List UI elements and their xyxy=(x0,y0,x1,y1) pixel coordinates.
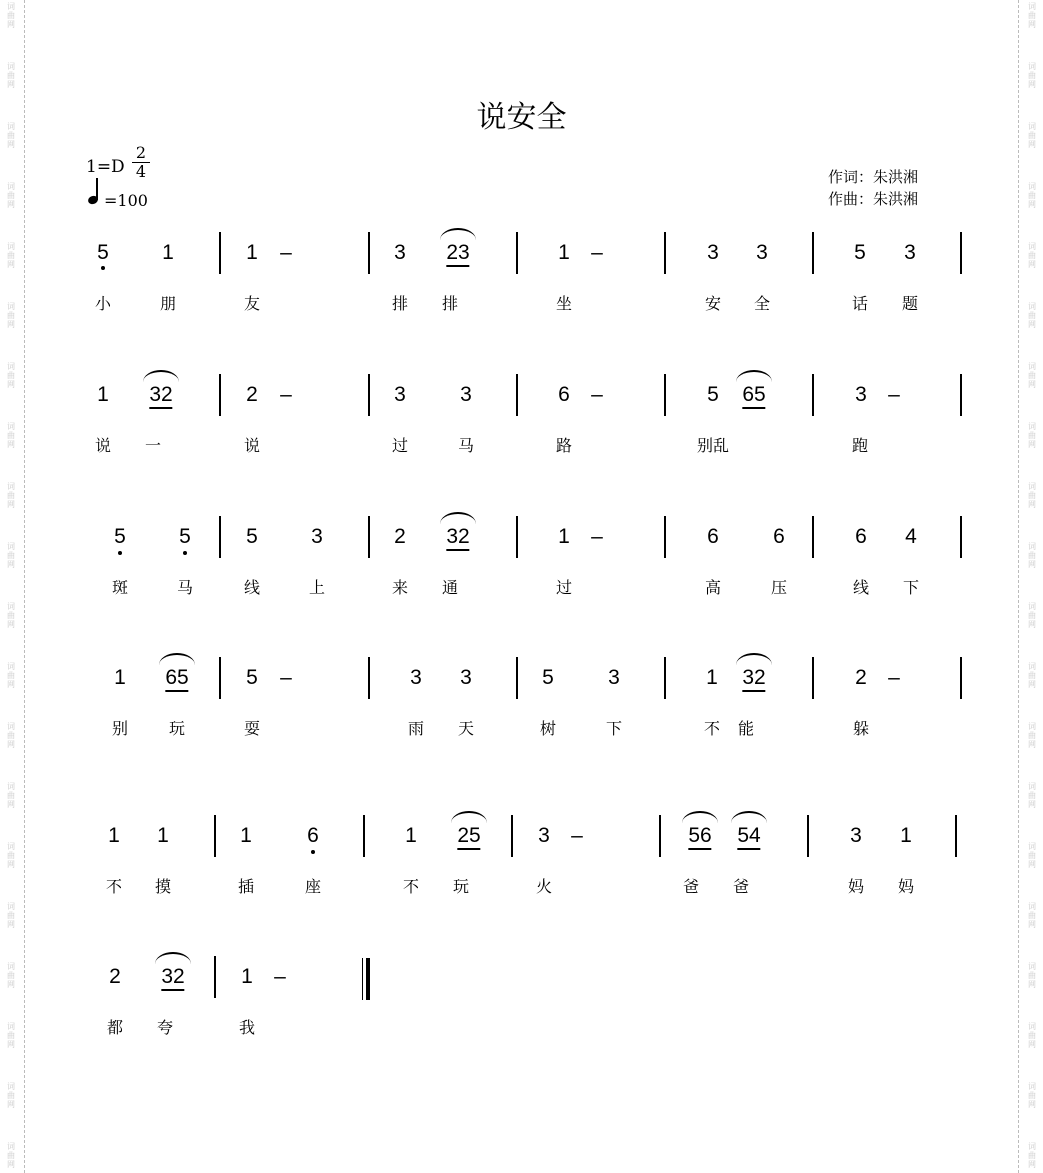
note: 5 xyxy=(854,241,866,264)
watermark-text: 词 曲 网 xyxy=(1028,1142,1036,1169)
note: 1 xyxy=(558,525,570,548)
lyric-syllable: 通 xyxy=(441,578,459,597)
watermark-text: 词 曲 网 xyxy=(1028,122,1036,149)
barline xyxy=(812,374,814,416)
barline xyxy=(960,516,962,558)
note: 32 xyxy=(446,526,469,551)
watermark-text: 词 曲 网 xyxy=(1028,602,1036,629)
lyric-syllable: 高 xyxy=(704,578,722,597)
lyric-syllable: 火 xyxy=(535,877,553,896)
lyric-syllable: 压 xyxy=(770,578,788,597)
lyric-syllable: 下 xyxy=(902,578,920,597)
note: 3 xyxy=(394,383,406,406)
lyric-syllable: 排 xyxy=(441,294,459,313)
watermark-text: 词 曲 网 xyxy=(1028,182,1036,209)
lower-octave-dot xyxy=(183,551,187,555)
lyric-syllable: 树 xyxy=(539,719,557,738)
lyric-syllable: 一 xyxy=(144,436,162,455)
note: 3 xyxy=(460,666,472,689)
barline xyxy=(812,232,814,274)
barline xyxy=(812,657,814,699)
key-signature: 1=D xyxy=(86,157,125,177)
barline xyxy=(664,374,666,416)
lower-octave-dot xyxy=(118,551,122,555)
lyric-syllable: 躲 xyxy=(852,719,870,738)
lyric-syllable: 别乱 xyxy=(696,436,730,455)
sustain-dash: – xyxy=(888,666,900,689)
watermark-text: 词 曲 网 xyxy=(1028,242,1036,269)
note: 1 xyxy=(706,666,718,689)
note: 1 xyxy=(246,241,258,264)
sustain-dash: – xyxy=(591,241,603,264)
barline xyxy=(960,657,962,699)
sustain-dash: – xyxy=(571,824,583,847)
note: 1 xyxy=(108,824,120,847)
note: 2 xyxy=(109,965,121,988)
slur-arc xyxy=(159,653,195,665)
lyric-syllable: 友 xyxy=(243,294,261,313)
watermark-text: 词 曲 网 xyxy=(7,1142,15,1169)
note: 3 xyxy=(311,525,323,548)
watermark-text: 词 曲 网 xyxy=(7,602,15,629)
note: 65 xyxy=(742,384,765,409)
note: 3 xyxy=(756,241,768,264)
note: 3 xyxy=(538,824,550,847)
barline xyxy=(219,657,221,699)
barline xyxy=(664,516,666,558)
note: 1 xyxy=(241,965,253,988)
lyric-syllable: 全 xyxy=(753,294,771,313)
time-signature-denominator: 4 xyxy=(132,162,150,181)
barline xyxy=(368,657,370,699)
lyric-syllable: 来 xyxy=(391,578,409,597)
note: 3 xyxy=(608,666,620,689)
lower-octave-dot xyxy=(311,850,315,854)
note: 5 xyxy=(246,666,258,689)
lyric-syllable: 别 xyxy=(111,719,129,738)
slur-arc xyxy=(736,653,772,665)
slur-arc xyxy=(731,811,767,823)
sustain-dash: – xyxy=(591,383,603,406)
barline xyxy=(955,815,957,857)
note: 3 xyxy=(410,666,422,689)
lyric-syllable: 线 xyxy=(852,578,870,597)
lyric-syllable: 不 xyxy=(703,719,721,738)
lyric-syllable: 能 xyxy=(737,719,755,738)
note: 54 xyxy=(737,825,760,850)
lyric-syllable: 马 xyxy=(176,578,194,597)
lyric-syllable: 过 xyxy=(391,436,409,455)
note: 1 xyxy=(157,824,169,847)
barline xyxy=(516,657,518,699)
watermark-text: 词 曲 网 xyxy=(1028,842,1036,869)
watermark-text: 词 曲 网 xyxy=(1028,962,1036,989)
lyric-syllable: 上 xyxy=(308,578,326,597)
note: 5 xyxy=(114,525,126,548)
barline xyxy=(214,956,216,998)
barline xyxy=(664,657,666,699)
sustain-dash: – xyxy=(591,525,603,548)
watermark-text: 词 曲 网 xyxy=(7,902,15,929)
slur-arc xyxy=(440,228,476,240)
watermark-text: 词 曲 网 xyxy=(7,182,15,209)
note: 3 xyxy=(855,383,867,406)
note: 2 xyxy=(394,525,406,548)
note: 6 xyxy=(855,525,867,548)
lyric-syllable: 座 xyxy=(304,877,322,896)
barline xyxy=(807,815,809,857)
note: 6 xyxy=(558,383,570,406)
lyric-syllable: 不 xyxy=(105,877,123,896)
sustain-dash: – xyxy=(280,383,292,406)
song-title: 说安全 xyxy=(476,100,567,135)
watermark-text: 词 曲 网 xyxy=(7,362,15,389)
lyric-syllable: 小 xyxy=(94,294,112,313)
watermark-text: 词 曲 网 xyxy=(7,962,15,989)
barline xyxy=(659,815,661,857)
lyric-syllable: 马 xyxy=(457,436,475,455)
watermark-text: 词 曲 网 xyxy=(1028,362,1036,389)
watermark-text: 词 曲 网 xyxy=(7,242,15,269)
note: 32 xyxy=(161,966,184,991)
slur-arc xyxy=(440,512,476,524)
note: 4 xyxy=(905,525,917,548)
watermark-text: 词 曲 网 xyxy=(7,122,15,149)
slur-arc xyxy=(143,370,179,382)
barline xyxy=(960,374,962,416)
note: 1 xyxy=(558,241,570,264)
sustain-dash: – xyxy=(280,241,292,264)
note: 5 xyxy=(707,383,719,406)
note: 6 xyxy=(773,525,785,548)
note: 3 xyxy=(707,241,719,264)
note: 5 xyxy=(246,525,258,548)
note: 3 xyxy=(904,241,916,264)
lyric-syllable: 排 xyxy=(391,294,409,313)
lyric-syllable: 说 xyxy=(94,436,112,455)
lower-octave-dot xyxy=(101,266,105,270)
watermark-text: 词 曲 网 xyxy=(1028,62,1036,89)
composer-credit: 作曲：朱洪湘 xyxy=(828,190,919,208)
time-signature-numerator: 2 xyxy=(135,143,147,162)
lyricist-credit: 作词：朱洪湘 xyxy=(828,168,919,186)
lyric-syllable: 跑 xyxy=(851,436,869,455)
time-signature xyxy=(132,144,150,181)
lyric-syllable: 题 xyxy=(901,294,919,313)
barline xyxy=(664,232,666,274)
lyric-syllable: 安 xyxy=(704,294,722,313)
barline xyxy=(219,232,221,274)
note: 6 xyxy=(307,824,319,847)
note: 1 xyxy=(405,824,417,847)
barline xyxy=(368,232,370,274)
lyric-syllable: 雨 xyxy=(407,719,425,738)
watermark-text: 词 曲 网 xyxy=(7,302,15,329)
note: 3 xyxy=(394,241,406,264)
lyric-syllable: 不 xyxy=(402,877,420,896)
watermark-text: 词 曲 网 xyxy=(7,422,15,449)
barline xyxy=(214,815,216,857)
lyric-syllable: 话 xyxy=(851,294,869,313)
note: 1 xyxy=(900,824,912,847)
watermark-text: 词 曲 网 xyxy=(1028,422,1036,449)
watermark-text: 词 曲 网 xyxy=(1028,662,1036,689)
watermark-text: 词 曲 网 xyxy=(7,62,15,89)
note: 3 xyxy=(460,383,472,406)
lyric-syllable: 说 xyxy=(243,436,261,455)
note: 1 xyxy=(114,666,126,689)
slur-arc xyxy=(155,952,191,964)
watermark-text: 词 曲 网 xyxy=(1028,1082,1036,1109)
watermark-text: 词 曲 网 xyxy=(1028,722,1036,749)
barline xyxy=(511,815,513,857)
sustain-dash: – xyxy=(888,383,900,406)
note: 32 xyxy=(742,667,765,692)
watermark-text: 词 曲 网 xyxy=(7,542,15,569)
note: 56 xyxy=(688,825,711,850)
watermark-text: 词 曲 网 xyxy=(1028,902,1036,929)
barline xyxy=(368,374,370,416)
note: 5 xyxy=(97,241,109,264)
lyric-syllable: 玩 xyxy=(168,719,186,738)
sustain-dash: – xyxy=(280,666,292,689)
lyric-syllable: 天 xyxy=(457,719,475,738)
note: 32 xyxy=(149,384,172,409)
slur-arc xyxy=(682,811,718,823)
note: 6 xyxy=(707,525,719,548)
note: 1 xyxy=(97,383,109,406)
final-barline-thin xyxy=(362,958,363,1000)
lyric-syllable: 夸 xyxy=(156,1018,174,1037)
note: 65 xyxy=(165,667,188,692)
lyric-syllable: 都 xyxy=(106,1018,124,1037)
note: 3 xyxy=(850,824,862,847)
watermark-text: 词 曲 网 xyxy=(1028,1022,1036,1049)
lyric-syllable: 耍 xyxy=(243,719,261,738)
lyric-syllable: 我 xyxy=(238,1018,256,1037)
watermark-text: 词 曲 网 xyxy=(7,662,15,689)
watermark-text: 词 曲 网 xyxy=(1028,2,1036,29)
watermark-text: 词 曲 网 xyxy=(7,482,15,509)
note: 2 xyxy=(246,383,258,406)
note: 1 xyxy=(240,824,252,847)
lyric-syllable: 妈 xyxy=(897,877,915,896)
slur-arc xyxy=(736,370,772,382)
watermark-text: 词 曲 网 xyxy=(1028,782,1036,809)
barline xyxy=(219,516,221,558)
lyric-syllable: 爸 xyxy=(732,877,750,896)
watermark-text: 词 曲 网 xyxy=(7,1082,15,1109)
barline xyxy=(363,815,365,857)
lyric-syllable: 路 xyxy=(555,436,573,455)
watermark-text: 词 曲 网 xyxy=(1028,482,1036,509)
tempo-marking xyxy=(86,178,166,210)
watermark-text: 词 曲 网 xyxy=(7,722,15,749)
sustain-dash: – xyxy=(274,965,286,988)
note: 25 xyxy=(457,825,480,850)
watermark-text: 词 曲 网 xyxy=(1028,302,1036,329)
lyric-syllable: 下 xyxy=(605,719,623,738)
barline xyxy=(368,516,370,558)
lyric-syllable: 朋 xyxy=(159,294,177,313)
watermark-text: 词 曲 网 xyxy=(7,2,15,29)
lyric-syllable: 斑 xyxy=(111,578,129,597)
barline xyxy=(812,516,814,558)
watermark-text: 词 曲 网 xyxy=(1028,542,1036,569)
lyric-syllable: 过 xyxy=(555,578,573,597)
watermark-text: 词 曲 网 xyxy=(7,842,15,869)
note: 23 xyxy=(446,242,469,267)
right-watermark-strip xyxy=(1018,0,1043,1173)
barline xyxy=(219,374,221,416)
final-barline-thick xyxy=(366,958,370,1000)
lyric-syllable: 玩 xyxy=(452,877,470,896)
lyric-syllable: 摸 xyxy=(154,877,172,896)
barline xyxy=(516,232,518,274)
note: 1 xyxy=(162,241,174,264)
lyric-syllable: 妈 xyxy=(847,877,865,896)
note: 5 xyxy=(179,525,191,548)
note: 5 xyxy=(542,666,554,689)
watermark-text: 词 曲 网 xyxy=(7,782,15,809)
lyric-syllable: 爸 xyxy=(682,877,700,896)
note: 2 xyxy=(855,666,867,689)
left-watermark-strip xyxy=(0,0,25,1173)
lyric-syllable: 插 xyxy=(237,877,255,896)
watermark-text: 词 曲 网 xyxy=(7,1022,15,1049)
barline xyxy=(516,374,518,416)
tempo-value: =100 xyxy=(104,191,148,210)
lyric-syllable: 坐 xyxy=(555,294,573,313)
lyric-syllable: 线 xyxy=(243,578,261,597)
barline xyxy=(516,516,518,558)
slur-arc xyxy=(451,811,487,823)
barline xyxy=(960,232,962,274)
